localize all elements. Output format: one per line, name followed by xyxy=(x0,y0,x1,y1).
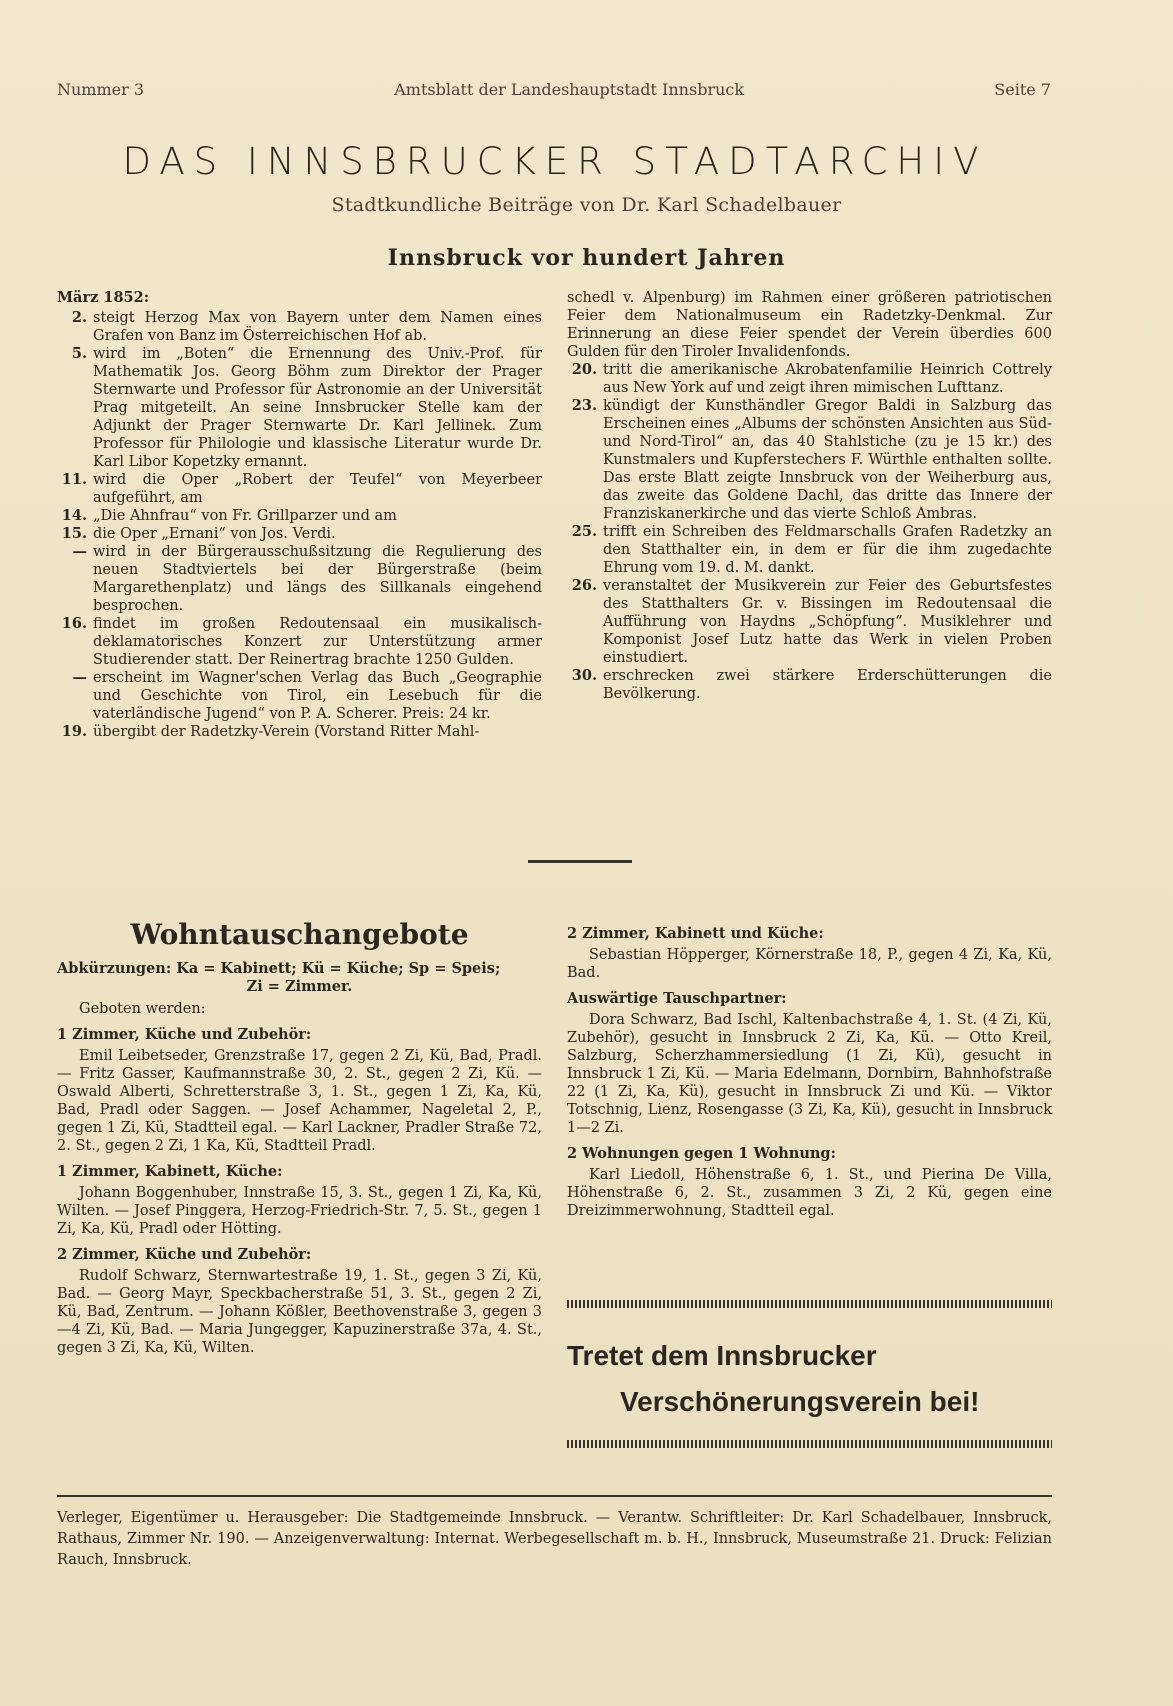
month-heading: März 1852: xyxy=(57,289,150,306)
ad-section-heading: 2 Zimmer, Kabinett und Küche: xyxy=(567,925,824,942)
entry-text: steigt Herzog Max von Bayern unter dem Namen eines Grafen von Banz im Österreichischen Hof ab. xyxy=(93,310,542,344)
entry-text: tritt die amerikanische Akrobatenfamilie Heinrich Cottrely aus New York auf und zeigt ihren mimischen Lufttanz. xyxy=(603,362,1052,396)
chronicle-entry xyxy=(57,309,542,345)
slogan-line-1: Tretet dem Innsbrucker xyxy=(567,1340,877,1371)
byline: Stadtkundliche Beiträge von Dr. Karl Schadelbauer xyxy=(331,194,842,216)
chronicle-entry xyxy=(57,345,542,471)
entry-date: — xyxy=(72,669,87,686)
entry-text: trifft ein Schreiben des Feldmarschalls Grafen Radetzky an den Statthalter ein, in dem er für die ihm zugedachte Ehrung vom 19. d. M. dankt. xyxy=(603,524,1052,576)
entry-text: wird im „Boten“ die Ernennung des Univ.-Prof. für Mathematik Jos. Georg Böhm zum Direktor der Prager Sternwarte und Professor für Astronomie an der Universität Prag mitgeteilt. An seine Innsbrucker Stelle kam der Adjunkt der Prager Sternwarte Dr. Karl Jellinek. Zum Professor für Philologie und klassische Literatur wurde Dr. Karl Libor Kopetzky ernannt. xyxy=(93,346,542,470)
chronicle-entry xyxy=(57,471,542,507)
slogan-line-2: Verschönerungsverein bei! xyxy=(620,1386,980,1417)
abbreviations-line-2: Zi = Zimmer. xyxy=(246,978,353,995)
chronicle-entries-left xyxy=(57,309,542,741)
ad-section-heading: 2 Wohnungen gegen 1 Wohnung: xyxy=(567,1145,836,1162)
entry-date: 30. xyxy=(571,667,597,684)
ad-section-text: Dora Schwarz, Bad Ischl, Kaltenbachstraße 4, 1. St. (4 Zi, Kü, Zubehör), gesucht in Innsbruck 2 Zi, Ka, Kü. — Otto Kreil, Salzburg, Scherzhammersiedlung (1 Zi, Kü), gesucht in Innsbruck 1 Zi, Kü. — Maria Edelmann, Dornbirn, Bahnhofstraße 22 (1 Zi, Ka, Kü), gesucht in Innsbruck Zi und Kü. — Viktor Totschnig, Lienz, Rosengasse (3 Zi, Ka, Kü), gesucht in Innsbruck 1—2 Zi. xyxy=(567,1012,1052,1136)
footer-rule xyxy=(57,1495,1052,1497)
continuation-text: schedl v. Alpenburg) im Rahmen einer größeren patriotischen Feier dem Nationalmuseum ein Radetzky-Denkmal. Zur Erinnerung an diese Feier spendet der Verein überdies 600 Gulden für den Tiroler Invalidenfonds. xyxy=(567,290,1052,360)
ad-section-heading: Auswärtige Tauschpartner: xyxy=(567,990,787,1007)
entry-date: 11. xyxy=(61,471,87,488)
entry-text: kündigt der Kunsthändler Gregor Baldi in Salzburg das Erscheinen eines „Albums der schönsten Ansichten aus Süd- und Nord-Tirol“ an, das 40 Stahlstiche (zu je 15 kr.) des Kunstmalers und Kupferstechers F. Würthle enthalten sollte. Das erste Blatt zeigte Innsbruck von der Weiherburg aus, das zweite das Goldene Dachl, das dritte das Innere der Franziskanerkirche und das vierte Schloß Ambras. xyxy=(603,398,1052,522)
entry-date: 2. xyxy=(71,309,87,326)
abbreviations-line: Abkürzungen: Ka = Kabinett; Kü = Küche; Sp = Speis; xyxy=(57,960,501,977)
chronicle-entry xyxy=(567,523,1052,577)
running-header xyxy=(57,80,1051,99)
issue-number: Nummer 3 xyxy=(57,80,145,99)
entry-date: 26. xyxy=(571,577,597,594)
ads-left-column xyxy=(57,960,542,1359)
chronicle-entry xyxy=(57,669,542,723)
chronicle-entry xyxy=(567,397,1052,523)
chronicle-left-column xyxy=(57,289,542,741)
entry-text: wird in der Bürgerausschußsitzung die Regulierung des neuen Stadtviertels bei der Bürgerstraße (beim Margarethenplatz) und längs des Sillkanals eingehend besprochen. xyxy=(93,544,542,614)
ad-section-text: Sebastian Höpperger, Körnerstraße 18, P., gegen 4 Zi, Ka, Kü, Bad. xyxy=(567,947,1052,981)
ads-right-sections xyxy=(567,925,1052,1220)
ads-left-sections xyxy=(57,1026,542,1357)
ad-section-heading: 1 Zimmer, Küche und Zubehör: xyxy=(57,1026,312,1043)
offered-label: Geboten werden: xyxy=(79,1001,206,1017)
chronicle-right-column xyxy=(567,289,1052,703)
entry-date: 20. xyxy=(571,361,597,378)
masthead: DAS INNSBRUCKER STADTARCHIV xyxy=(122,140,988,183)
hatch-rule-top xyxy=(567,1300,1052,1308)
chronicle-entry xyxy=(57,525,542,543)
entry-text: erschrecken zwei stärkere Erderschütterungen die Bevölkerung. xyxy=(603,668,1052,702)
ad-section-text: Rudolf Schwarz, Sternwartestraße 19, 1. St., gegen 3 Zi, Kü, Bad. — Georg Mayr, Speckbacherstraße 51, 3. St., gegen 2 Zi, Kü, Bad, Zentrum. — Johann Kößler, Beethovenstraße 3, gegen 3—4 Zi, Kü, Bad. — Maria Jungegger, Kapuzinerstraße 37a, 4. St., gegen 3 Zi, Ka, Kü, Wilten. xyxy=(57,1268,542,1356)
chronicle-entry xyxy=(567,667,1052,703)
entry-text: veranstaltet der Musikverein zur Feier des Geburtsfestes des Statthalters Gr. v. Bissingen im Redoutensaal die Aufführung von Haydns „Schöpfung“. Musiklehrer und Komponist Josef Lutz hatte das Werk in vielen Proben einstudiert. xyxy=(603,578,1052,666)
publication-title: Amtsblatt der Landeshauptstadt Innsbruck xyxy=(394,80,745,99)
chronicle-entry xyxy=(57,615,542,669)
entry-text: die Oper „Ernani“ von Jos. Verdi. xyxy=(93,526,336,542)
chronicle-entry xyxy=(57,723,542,741)
ad-section-heading: 2 Zimmer, Küche und Zubehör: xyxy=(57,1246,312,1263)
entry-date: 5. xyxy=(71,345,87,362)
ad-section-text: Karl Liedoll, Höhenstraße 6, 1. St., und Pierina De Villa, Höhenstraße 6, 2. St., zusammen 3 Zi, 2 Kü, gegen eine Dreizimmerwohnung, Stadtteil egal. xyxy=(567,1167,1052,1219)
ads-right-column xyxy=(567,917,1052,1222)
ad-section-heading: 1 Zimmer, Kabinett, Küche: xyxy=(57,1163,283,1180)
ad-section-text: Johann Boggenhuber, Innstraße 15, 3. St., gegen 1 Zi, Ka, Kü, Wilten. — Josef Pinggera, Herzog-Friedrich-Str. 7, 5. St., gegen 1 Zi, Ka, Kü, Pradl oder Hötting. xyxy=(57,1185,542,1237)
ad-section-text: Emil Leibetseder, Grenzstraße 17, gegen 2 Zi, Kü, Bad, Pradl. — Fritz Gasser, Kaufmannstraße 30, 2. St., gegen 2 Zi, Kü. — Oswald Alberti, Schretterstraße 3, 1. St., gegen 1 Zi, Ka, Kü, Bad, Pradl oder Saggen. — Josef Achammer, Nageletal 2, P., gegen 1 Zi, Kü, Stadtteil egal. — Karl Lackner, Pradler Straße 72, 2. St., gegen 2 Zi, 1 Ka, Kü, Stadtteil Pradl. xyxy=(57,1048,542,1154)
chronicle-entry xyxy=(567,577,1052,667)
entry-date: 15. xyxy=(61,525,87,542)
section-divider xyxy=(528,860,632,863)
hatch-rule-bottom xyxy=(567,1440,1052,1448)
entry-date: 19. xyxy=(61,723,87,740)
entry-text: findet im großen Redoutensaal ein musikalisch-deklamatorisches Konzert zur Unterstützung armer Studierender statt. Der Reinertrag brachte 1250 Gulden. xyxy=(93,616,542,668)
entry-date: — xyxy=(72,543,87,560)
entry-text: erscheint im Wagner'schen Verlag das Buch „Geographie und Geschichte von Tirol, ein Lesebuch für die vaterländische Jugend“ von P. A. Scherer. Preis: 24 kr. xyxy=(93,670,542,722)
chronicle-entry xyxy=(567,361,1052,397)
chronicle-entry xyxy=(57,507,542,525)
imprint-footer: Verleger, Eigentümer u. Herausgeber: Die Stadtgemeinde Innsbruck. — Verantw. Schriftleiter: Dr. Karl Schadelbauer, Innsbruck, Rathaus, Zimmer Nr. 190. — Anzeigenverwaltung: Internat. Werbegesellschaft m. b. H., Innsbruck, Museumstraße 21. Druck: Felizian Rauch, Innsbruck. xyxy=(57,1510,1052,1568)
ads-title: Wohntauschangebote xyxy=(130,918,469,951)
entry-text: wird die Oper „Robert der Teufel“ von Meyerbeer aufgeführt, am xyxy=(93,472,542,506)
entry-date: 23. xyxy=(571,397,597,414)
entry-date: 25. xyxy=(571,523,597,540)
section-title: Innsbruck vor hundert Jahren xyxy=(387,245,786,271)
entry-date: 14. xyxy=(61,507,87,524)
page-number: Seite 7 xyxy=(994,80,1051,99)
chronicle-entry xyxy=(57,543,542,615)
entry-text: übergibt der Radetzky-Verein (Vorstand Ritter Mahl- xyxy=(93,724,480,740)
entry-text: „Die Ahnfrau“ von Fr. Grillparzer und am xyxy=(93,508,397,524)
chronicle-entries-right xyxy=(567,361,1052,703)
entry-date: 16. xyxy=(61,615,87,632)
